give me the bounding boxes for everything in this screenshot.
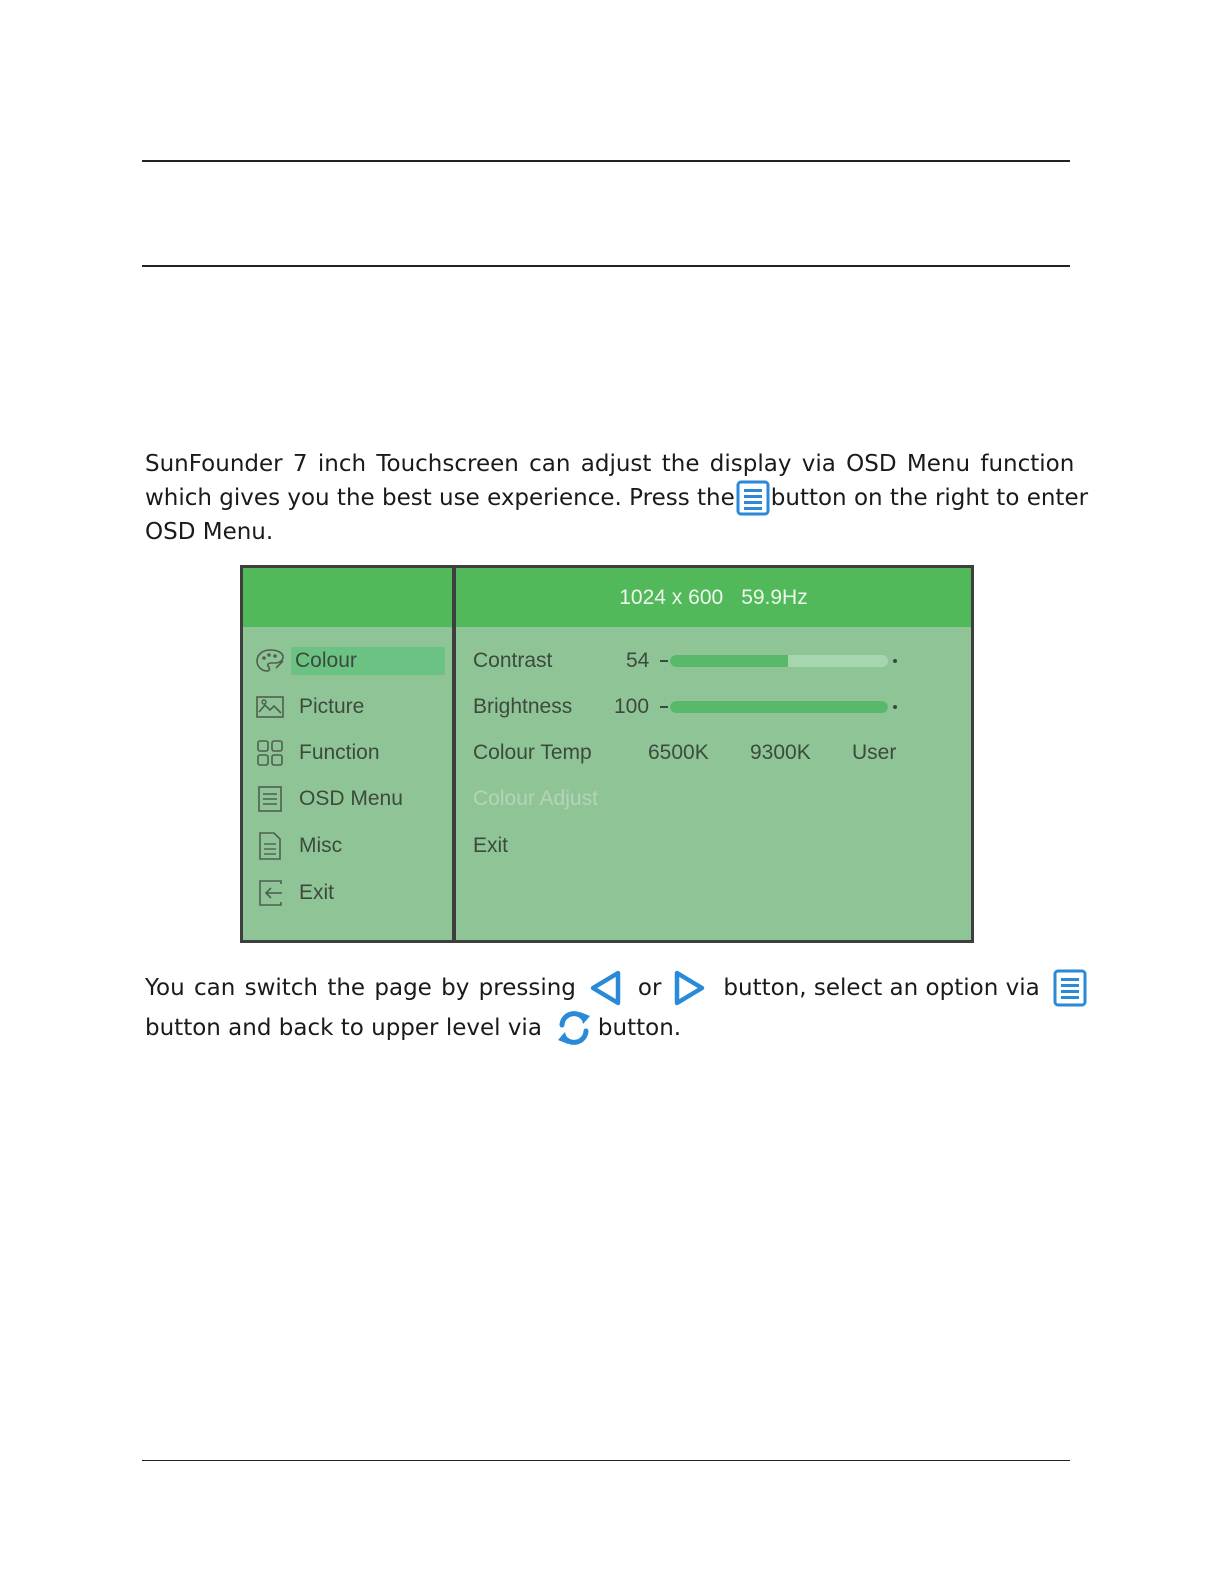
instructions-text-4: button and back to upper level via	[145, 1015, 542, 1041]
resolution-text: 1024 x 600	[619, 585, 724, 609]
intro-text-2a: which gives you the best use experience. Press the	[145, 485, 735, 511]
slider-fill	[670, 655, 788, 667]
instructions-line-1	[145, 968, 1068, 1008]
osd-menu-figure	[240, 565, 974, 943]
osd-menu-item-misc[interactable]	[255, 830, 348, 862]
slider-fill	[670, 701, 888, 713]
intro-text-3: OSD Menu.	[145, 519, 274, 545]
osd-menu-label: Picture	[299, 695, 365, 718]
osd-menu-item-exit[interactable]	[255, 877, 340, 909]
brightness-value: 100	[614, 695, 650, 718]
exit-option[interactable]: Exit	[473, 834, 509, 857]
intro-line-3	[145, 515, 1068, 549]
intro-paragraph	[145, 447, 1089, 549]
exit-icon	[255, 879, 285, 907]
top-rule	[142, 160, 1070, 162]
osd-menu-label: Exit	[299, 881, 335, 904]
menu-button-icon	[1052, 969, 1088, 1007]
contrast-value: 54	[626, 649, 650, 672]
colour-temp-option-6500k[interactable]: 6500K	[648, 741, 709, 764]
contrast-label: Contrast	[473, 649, 553, 672]
instructions-line-2	[145, 1008, 1068, 1048]
slider-plus	[893, 659, 897, 663]
osd-menu-item-function[interactable]	[255, 737, 386, 769]
slider-plus	[893, 705, 897, 709]
instructions-text-1: You can switch the page by pressing	[145, 975, 576, 1001]
brightness-label: Brightness	[473, 695, 573, 718]
osd-menu-item-picture[interactable]	[255, 691, 370, 723]
instructions-text-3: button, select an option via	[723, 975, 1040, 1001]
brightness-slider[interactable]	[660, 692, 897, 722]
osd-menu-label: Function	[299, 741, 380, 764]
slider-track	[670, 655, 888, 667]
colour-temp-label: Colour Temp	[473, 741, 592, 764]
colour-temp-option-user[interactable]: User	[852, 741, 897, 764]
osd-menu-label: Misc	[299, 834, 343, 857]
colour-temp-option-9300k[interactable]: 9300K	[750, 741, 811, 764]
osd-status-header	[456, 568, 971, 627]
refresh-back-icon	[554, 1008, 594, 1048]
document-icon	[255, 832, 285, 860]
instructions-paragraph	[145, 968, 1068, 1048]
osd-menu-label: Colour	[291, 647, 445, 675]
slider-minus	[660, 660, 668, 662]
palette-icon	[255, 647, 285, 675]
header-bottom-rule	[142, 265, 1070, 267]
osd-menu-item-osd-menu[interactable]	[255, 783, 409, 815]
instructions-text-2: or	[637, 975, 662, 1001]
colour-adjust-option: Colour Adjust	[473, 787, 598, 810]
osd-settings-panel	[456, 568, 971, 940]
right-arrow-icon	[671, 969, 707, 1007]
slider-track	[670, 701, 888, 713]
osd-menu-item-colour[interactable]	[255, 645, 445, 677]
refresh-rate-text: 59.9Hz	[741, 585, 808, 609]
menu-button-icon	[735, 480, 771, 516]
intro-text-2b: button on the right to enter	[770, 485, 1089, 511]
picture-icon	[255, 693, 285, 721]
intro-line-1	[145, 447, 1075, 481]
intro-text-1: SunFounder 7 inch Touchscreen can adjust the display via OSD Menu function	[145, 451, 1075, 477]
contrast-slider[interactable]	[660, 646, 897, 676]
osd-menu-sidebar	[243, 568, 452, 940]
grid-icon	[255, 739, 285, 767]
instructions-text-5: button.	[597, 1015, 682, 1041]
slider-minus	[660, 706, 668, 708]
osd-menu-label: OSD Menu	[299, 787, 403, 810]
osd-sidebar-header	[243, 568, 452, 627]
left-arrow-icon	[588, 969, 624, 1007]
intro-line-2	[145, 481, 1089, 515]
footer-rule	[142, 1460, 1070, 1461]
list-icon	[255, 785, 285, 813]
